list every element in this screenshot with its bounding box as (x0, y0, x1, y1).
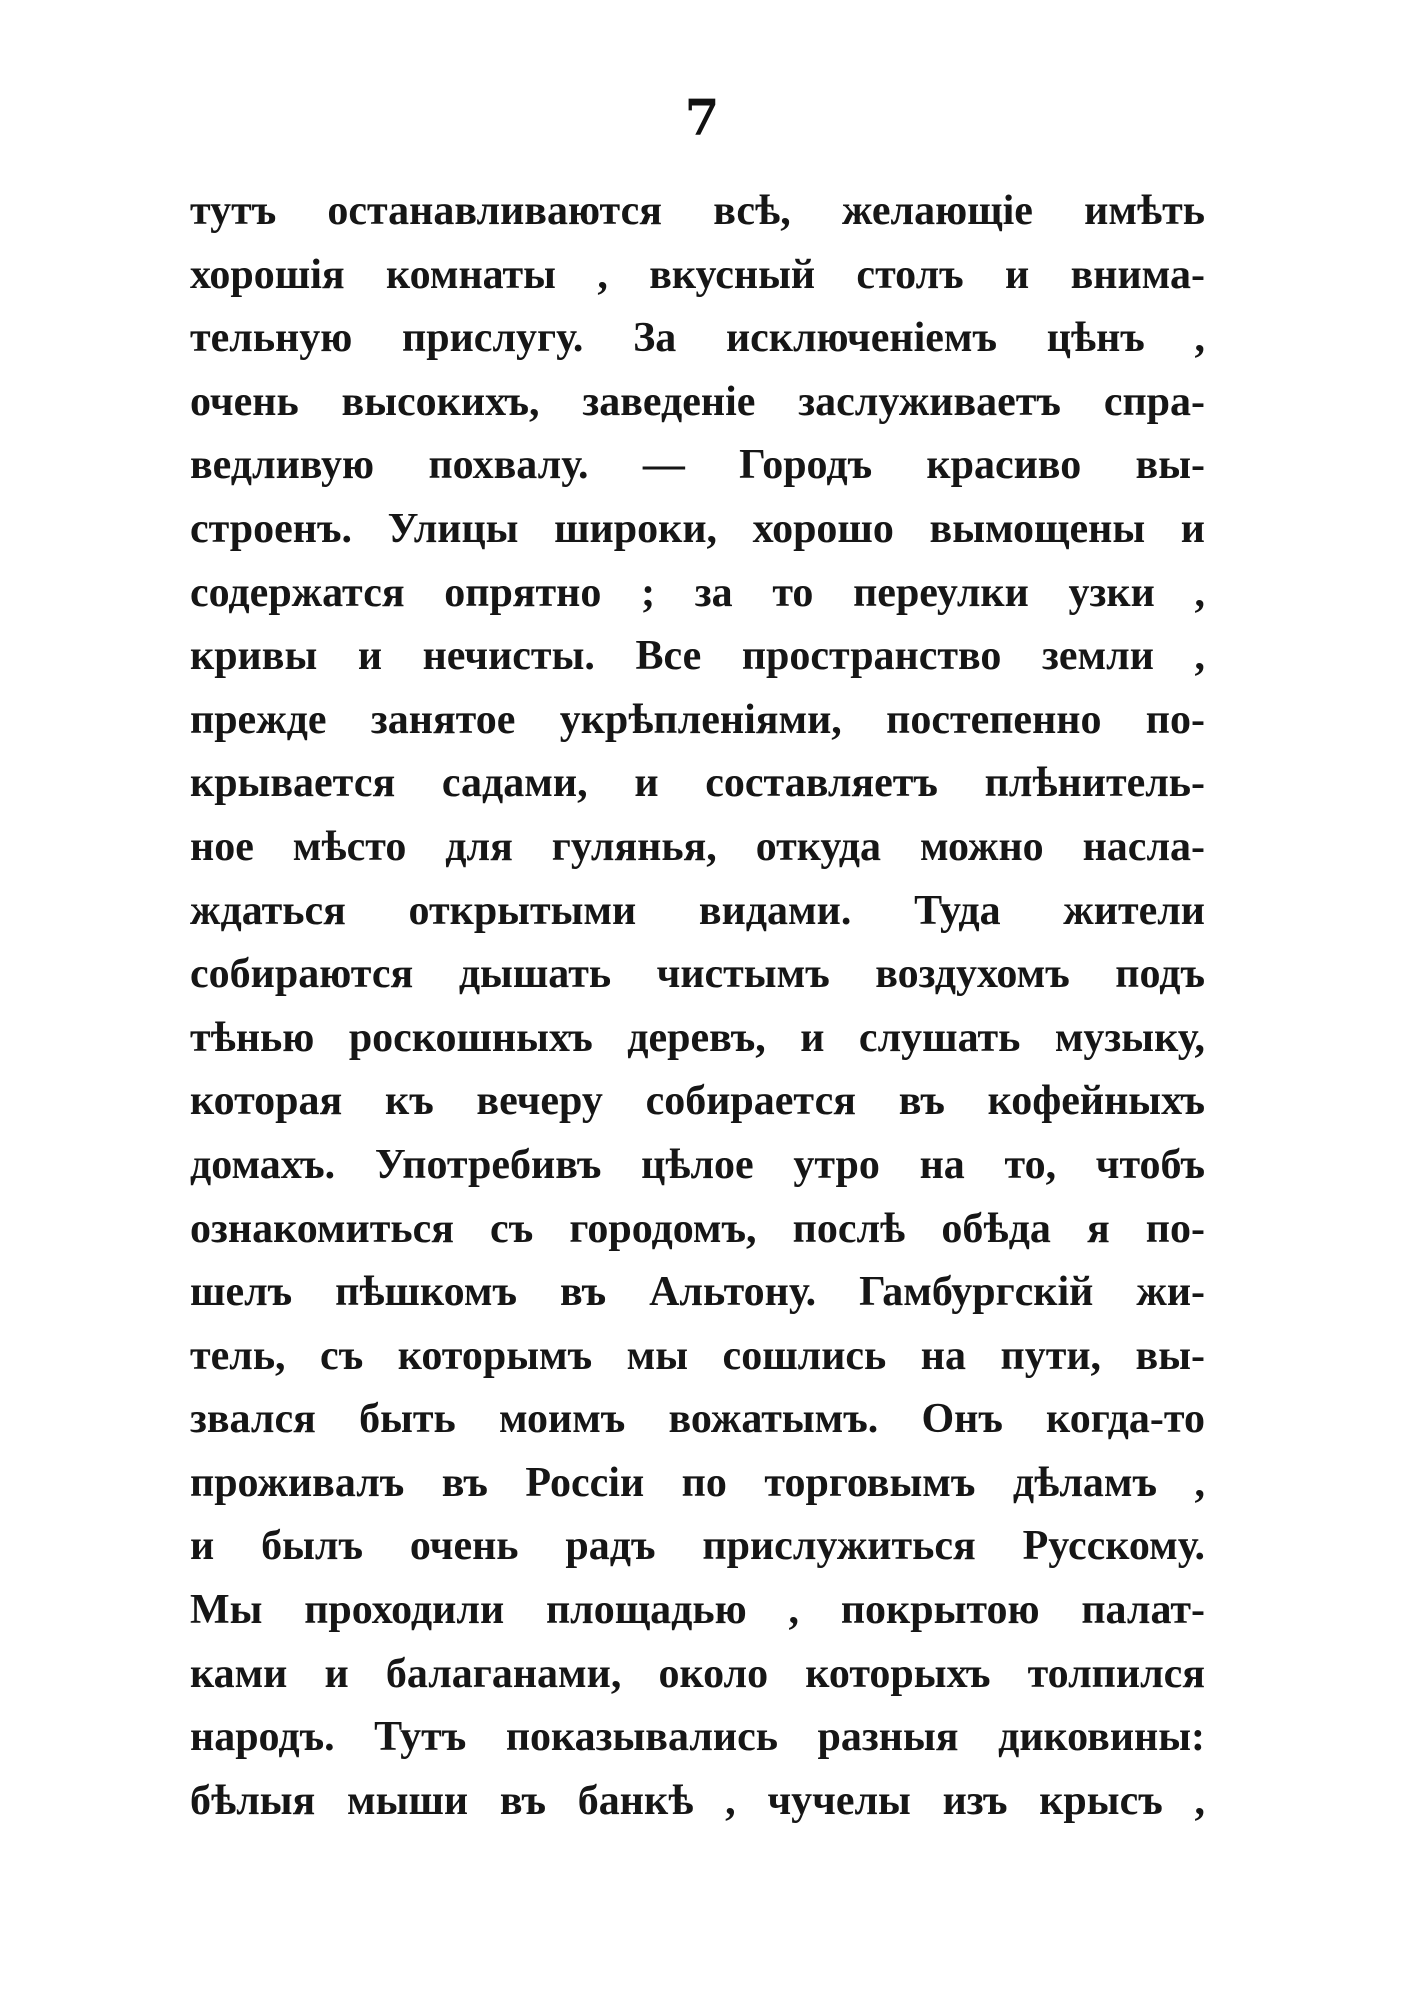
text-line: строенъ. Улицы широки, хорошо вымощены и (190, 505, 1205, 552)
page-number: 7 (684, 88, 720, 147)
text-line: кривы и нечисты. Все пространство земли , (190, 633, 1205, 680)
text-line: тутъ останавливаются всѣ, желающіе имѣть (190, 188, 1205, 234)
text-line: ное мѣсто для гулянья, откуда можно насла- (190, 823, 1205, 870)
text-line: содержатся опрятно ; за то переулки узки , (190, 569, 1205, 616)
text-line: шелъ пѣшкомъ въ Альтону. Гамбургскій жи- (190, 1269, 1205, 1316)
text-line: звался быть моимъ вожатымъ. Онъ когда-то (190, 1396, 1205, 1443)
text-line: и былъ очень радъ прислужиться Русскому. (190, 1523, 1205, 1570)
text-line: собираются дышать чистымъ воздухомъ подъ (190, 951, 1205, 998)
text-line: которая къ вечеру собирается въ кофейныхъ (190, 1078, 1205, 1125)
text-line: ознакомиться съ городомъ, послѣ обѣда я по- (190, 1205, 1205, 1252)
text-line: ведливую похвалу. — Городъ красиво вы- (190, 442, 1205, 489)
body-text (190, 180, 1205, 1833)
text-line: домахъ. Употребивъ цѣлое утро на то, чтобъ (190, 1141, 1205, 1188)
text-line: народъ. Тутъ показывались разныя диковины: (190, 1714, 1205, 1761)
text-line: хорошія комнаты , вкусный столъ и внима- (190, 251, 1205, 298)
text-line: прежде занятое укрѣпленіями, постепенно по- (190, 696, 1205, 743)
text-line: ждаться открытыми видами. Туда жители (190, 887, 1205, 934)
text-line: Мы проходили площадью , покрытою палат- (190, 1587, 1205, 1634)
text-line: крывается садами, и составляетъ плѣнитель- (190, 760, 1205, 807)
text-line: ками и балаганами, около которыхъ толпился (190, 1650, 1205, 1697)
text-line: бѣлыя мыши въ банкѣ , чучелы изъ крысъ , (190, 1777, 1205, 1824)
text-line: тѣнью роскошныхъ деревъ, и слушать музыку, (190, 1014, 1205, 1061)
text-line: тель, съ которымъ мы сошлись на пути, вы- (190, 1332, 1205, 1379)
text-line: очень высокихъ, заведеніе заслуживаетъ спра- (190, 378, 1205, 425)
text-line: тельную прислугу. За исключеніемъ цѣнъ , (190, 315, 1205, 362)
text-line: проживалъ въ Россіи по торговымъ дѣламъ , (190, 1459, 1205, 1506)
